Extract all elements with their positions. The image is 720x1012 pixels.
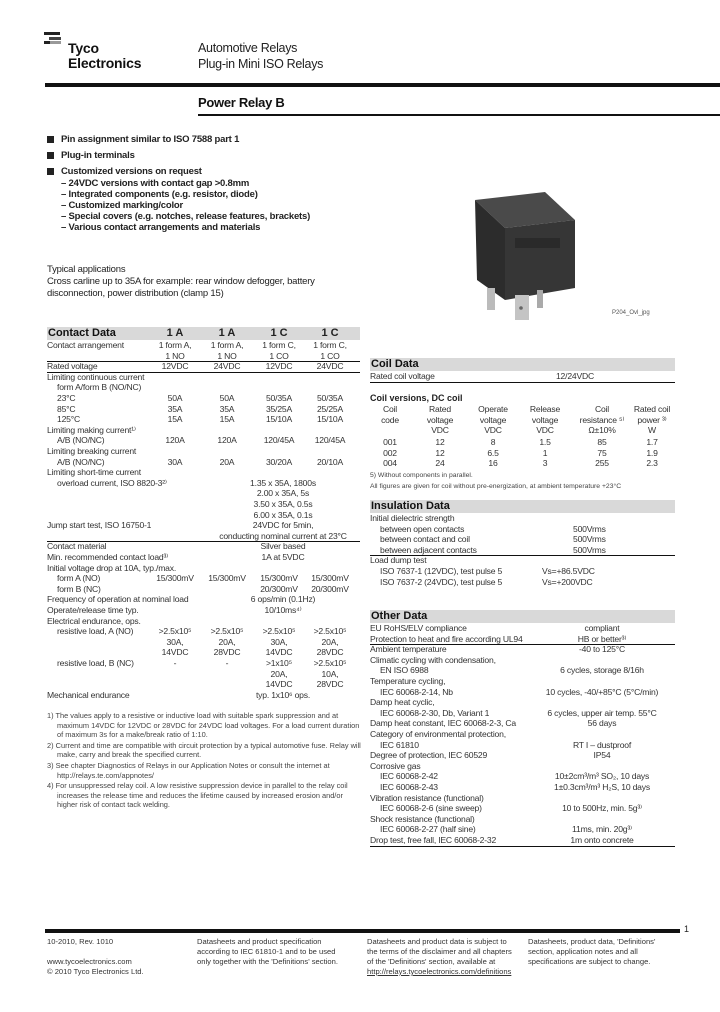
table-row: [47, 414, 360, 425]
coil-cell: 75: [597, 447, 607, 458]
table-cell: -: [173, 658, 177, 668]
title-underline: [198, 114, 720, 116]
coil-cell: 24: [435, 458, 445, 469]
insulation-row: [370, 555, 675, 566]
table-cell: 25/25A: [316, 403, 344, 414]
contact-data-header: [47, 327, 360, 340]
table-row: [47, 404, 360, 415]
row-value: HB or better³⁾: [577, 633, 627, 644]
row-value: compliant: [584, 623, 620, 633]
spanning-value: conducting nominal current at 23°C: [219, 530, 347, 541]
row-label: Initial voltage drop at 10A, typ./max.: [47, 562, 177, 573]
table-cell: >2.5x10⁵: [158, 626, 192, 637]
coil-cell: 12: [435, 447, 445, 458]
table-row: [47, 584, 360, 595]
other-row: [370, 623, 675, 634]
table-row: [47, 552, 360, 563]
table-cell: 24VDC: [213, 361, 241, 372]
other-row: [370, 793, 675, 804]
row-sublabel: resistive load, B (NC): [57, 658, 134, 668]
coil-cell: 8: [490, 437, 496, 447]
coil-column-header: code: [381, 414, 399, 425]
row-label: Limiting short-time current: [47, 467, 141, 478]
row-sublabel: IEC 60068-2-43: [380, 782, 438, 792]
table-cell: 1 form C,: [313, 340, 347, 350]
table-cell: 50/35A: [316, 393, 344, 403]
table-cell: 30A,: [270, 636, 288, 647]
logo-line1: Tyco: [68, 40, 99, 56]
feature-subitem: – Various contact arrangements and materials: [61, 222, 261, 233]
table-cell: 1 CO: [320, 350, 340, 361]
table-cell: 35/25A: [265, 403, 293, 414]
coil-column-header: power ³⁾: [637, 414, 667, 425]
table-cell: >2.5x10⁵: [210, 626, 244, 637]
coil-cell: 1.9: [646, 447, 658, 458]
coil-row: [370, 458, 675, 469]
feature-item: Pin assignment similar to ISO 7588 part 1: [47, 134, 367, 145]
table-row: [47, 478, 360, 489]
table-cell: 120/45A: [263, 435, 295, 446]
other-row: [370, 761, 675, 772]
copyright: © 2010 Tyco Electronics Ltd.: [47, 967, 144, 976]
row-value: 500Vrms: [573, 523, 606, 534]
feature-item: Plug-in terminals: [47, 150, 367, 161]
row-sublabel: A/B (NO/NC): [57, 435, 105, 446]
table-cell: 15/10A: [265, 414, 293, 425]
coil-column-header: VDC: [536, 425, 554, 436]
other-row: [370, 697, 675, 708]
row-label: Mechanical endurance: [47, 689, 130, 700]
spanning-value: 6.00 x 35A, 0.1s: [253, 509, 313, 520]
footer-col3: Datasheets and product data is subject to the terms of the disclaimer and all chapters of the 'Definitions' section, available at: [367, 937, 512, 966]
table-cell: 20A: [219, 456, 235, 467]
website-link[interactable]: www.tycoelectronics.com: [47, 957, 132, 966]
table-cell: 50A: [167, 393, 183, 403]
table-row: [47, 488, 360, 499]
other-row: [370, 835, 675, 847]
row-sublabel: A/B (NO/NC): [57, 456, 105, 467]
image-caption: P204_Ovl_jpg: [612, 310, 650, 316]
table-cell: 10A,: [321, 668, 339, 679]
tyco-logo-icon: [44, 32, 64, 46]
spanning-value: 3.50 x 35A, 0.5s: [253, 499, 313, 509]
header-rule: [45, 83, 720, 87]
table-row: [47, 446, 360, 457]
row-value: 10 to 500Hz, min. 5g³⁾: [562, 803, 642, 814]
footnote: 3) See chapter Diagnostics of Relays in our Application Notes or consult the internet at http://relays.te.com/appnotes/: [47, 760, 330, 780]
page-number: 1: [684, 924, 690, 934]
coil-cell: 1: [542, 447, 548, 458]
row-value: 10 cycles, -40/+85°C (5°C/min): [545, 686, 659, 697]
feature-item: Customized versions on request: [47, 166, 367, 177]
definitions-link[interactable]: http://relays.tycoelectronics.com/definitions: [367, 967, 512, 976]
row-sublabel: ISO 7637-1 (12VDC), test pulse 5: [380, 566, 503, 576]
row-sublabel: 125°C: [57, 414, 80, 425]
insulation-data-title: Insulation Data: [371, 500, 450, 512]
feature-subitem: – Integrated components (e.g. resistor, diode): [61, 189, 258, 200]
other-row: [370, 655, 675, 666]
row-label: Vibration resistance (functional): [370, 792, 484, 803]
table-cell: 15/300mV: [156, 573, 194, 584]
row-value: 56 days: [587, 718, 617, 729]
footer-rule: [45, 929, 680, 933]
row-sublabel: EN ISO 6988: [380, 665, 429, 676]
coil-column-header: VDC: [484, 425, 502, 436]
spanning-value: typ. 1x10⁶ ops.: [255, 689, 311, 700]
spanning-value: 1.35 x 35A, 1800s: [250, 477, 316, 488]
other-row: [370, 644, 675, 655]
coil-cell: 255: [595, 458, 609, 469]
footer-col4: Datasheets, product data, 'Definitions' section, application notes and all specifications are subject to change.: [528, 937, 656, 966]
row-label: Climatic cycling with condensation,: [370, 654, 496, 665]
row-label: Corrosive gas: [370, 760, 421, 771]
coil-column-header: Rated coil: [633, 404, 671, 414]
row-label: Limiting making current¹⁾: [47, 424, 136, 435]
table-cell: 14VDC: [161, 647, 189, 658]
row-value: RT I – dustproof: [572, 739, 632, 750]
row-sublabel: overload current, ISO 8820-3²⁾: [57, 477, 167, 488]
table-cell: 28VDC: [316, 679, 344, 690]
insulation-row: [370, 577, 675, 588]
other-row: [370, 665, 675, 676]
coil-cell: 002: [383, 447, 397, 458]
rated-coil-voltage-label: Rated coil voltage: [370, 371, 435, 381]
coil-column-header: Ω±10%: [588, 425, 616, 436]
table-cell: 12VDC: [265, 361, 293, 372]
row-label: Shock resistance (functional): [370, 813, 475, 824]
coil-cell: 6.5: [487, 447, 499, 458]
coil-cell: 3: [542, 458, 548, 469]
table-cell: 14VDC: [265, 679, 293, 690]
table-row: [47, 340, 360, 351]
row-sublabel: ISO 7637-2 (24VDC), test pulse 5: [380, 576, 503, 587]
table-cell: 20A,: [270, 668, 288, 679]
table-cell: 20A,: [321, 636, 339, 647]
row-label: Frequency of operation at nominal load: [47, 594, 189, 605]
table-row: [47, 690, 360, 701]
table-cell: 24VDC: [316, 361, 344, 372]
row-value: 11ms, min. 20g³⁾: [572, 824, 632, 835]
table-cell: 1 NO: [217, 350, 237, 361]
footer-col2: Datasheets and product specification according to IEC 61810-1 and to be used only together with the 'Definitions' section.: [197, 937, 338, 966]
category-title: Automotive Relays: [198, 41, 298, 55]
coil-column-header: resistance ⁵⁾: [579, 414, 625, 425]
table-cell: 28VDC: [213, 647, 241, 658]
row-sublabel: IEC 60068-2-6 (sine sweep): [380, 803, 482, 814]
row-label: Category of environmental protection,: [370, 729, 506, 739]
typical-applications: [47, 264, 367, 300]
feature-subitem: – Customized marking/color: [61, 200, 184, 211]
table-cell: 1 CO: [269, 350, 289, 361]
contact-data-title: Contact Data: [48, 327, 116, 339]
row-label: Electrical endurance, ops.: [47, 615, 141, 626]
table-cell: 30A,: [166, 636, 184, 647]
coil-column-header: VDC: [431, 425, 449, 436]
other-row: [370, 708, 675, 719]
other-row: [370, 687, 675, 698]
row-sublabel: form B (NC): [57, 583, 101, 594]
insulation-row: [370, 524, 675, 535]
insulation-row: [370, 513, 675, 524]
company-logo: [44, 32, 164, 77]
column-header: 1 C: [270, 327, 288, 339]
revision: 10-2010, Rev. 1010: [47, 937, 114, 946]
other-row: [370, 814, 675, 825]
table-cell: 50A: [219, 393, 235, 403]
row-label: Damp heat cyclic,: [370, 697, 435, 708]
row-label: Contact material: [47, 541, 107, 552]
row-label: Damp heat constant, IEC 60068-2-3, Ca: [370, 718, 516, 729]
row-sublabel: IEC 61810: [380, 739, 419, 750]
row-label: EU RoHS/ELV compliance: [370, 623, 467, 633]
logo-line2: Electronics: [68, 55, 142, 71]
coil-cell: 2.3: [646, 458, 658, 469]
row-sublabel: between contact and coil: [380, 534, 470, 545]
table-cell: >1x10⁵: [265, 658, 293, 668]
coil-cell: 16: [488, 458, 498, 469]
table-row: [47, 594, 360, 605]
table-cell: 15/300mV: [208, 573, 246, 584]
table-row: [47, 658, 360, 669]
other-row: [370, 729, 675, 740]
table-cell: 15/300mV: [260, 573, 298, 584]
table-row: [47, 520, 360, 531]
row-value: 1±0.3cm³/m³ H₂S, 10 days: [554, 782, 650, 792]
coil-cell: 85: [597, 437, 607, 447]
footnote: 1) The values apply to a resistive or inductive load with suitable spark suppression and at maximum 14VDC for 12VDC or 28VDC for 24VDC load voltages. For a load current duration of maximum 3s for a make/break ratio of 1:10.: [47, 711, 360, 740]
feature-subitem: – Special covers (e.g. notches, release features, brackets): [61, 211, 311, 222]
row-value: 500Vrms: [573, 534, 606, 545]
table-row: [47, 605, 360, 616]
row-label: Load dump test: [370, 555, 427, 566]
table-cell: 15/300mV: [311, 573, 349, 584]
table-row: [47, 467, 360, 478]
row-value: -40 to 125°C: [579, 644, 625, 655]
footnote: 4) For unsuppressed relay coil. A low resistive suppression device in parallel to the relay coil increases the release time and reduces the lifetime caused by increased erosion and/or higher risk of contact tack welding.: [47, 781, 348, 810]
contact-footnotes: [47, 711, 362, 811]
table-cell: >2.5x10⁵: [313, 626, 347, 637]
spanning-value: 2.00 x 35A, 5s: [256, 488, 310, 499]
table-row: [47, 435, 360, 446]
coil-column-header: Release: [529, 404, 561, 414]
table-cell: >2.5x10⁵: [262, 626, 296, 637]
rated-coil-voltage-row: [370, 371, 675, 383]
table-cell: 28VDC: [316, 647, 344, 658]
table-cell: 20/300mV: [260, 583, 298, 594]
rated-coil-voltage-value: 12/24VDC: [555, 371, 595, 381]
row-value: Vs=+86.5VDC: [542, 566, 595, 576]
table-row: [47, 541, 360, 552]
applications-title: Typical applications: [47, 264, 126, 275]
subcategory-title: Plug-in Mini ISO Relays: [198, 57, 324, 71]
coil-column-header: Rated: [429, 404, 451, 414]
row-sublabel: between open contacts: [380, 523, 465, 534]
spanning-value: 1A at 5VDC: [261, 552, 305, 562]
coil-data-title: Coil Data: [371, 358, 419, 370]
coil-column-header: Coil: [594, 404, 610, 414]
row-sublabel: resistive load, A (NO): [57, 626, 134, 637]
table-cell: 30/20A: [265, 456, 293, 467]
row-label: Jump start test, ISO 16750-1: [47, 520, 152, 531]
feature-subitem: – 24VDC versions with contact gap >0.8mm: [61, 178, 250, 189]
table-row: [47, 626, 360, 637]
column-header: 1 C: [321, 327, 339, 339]
row-value: 500Vrms: [573, 544, 606, 555]
table-row: [47, 457, 360, 468]
other-row: [370, 782, 675, 793]
table-cell: 15/10A: [316, 414, 344, 425]
other-row: [370, 803, 675, 814]
row-sublabel: 85°C: [57, 403, 76, 414]
row-label: Operate/release time typ.: [47, 605, 139, 615]
table-cell: 14VDC: [265, 647, 293, 658]
spanning-value: Silver based: [260, 541, 306, 552]
coil-cell: 001: [383, 437, 397, 447]
spanning-value: 10/10ms⁴⁾: [264, 605, 302, 615]
table-row: [47, 573, 360, 584]
feature-list: [47, 134, 367, 233]
spanning-value: 6 ops/min (0.1Hz): [250, 594, 316, 605]
row-value: 6 cycles, upper air temp. 55°C: [547, 707, 657, 718]
table-cell: 120A: [217, 435, 237, 446]
table-cell: 20A,: [218, 636, 236, 647]
row-value: IP54: [593, 750, 611, 761]
other-row: [370, 771, 675, 782]
row-sublabel: IEC 60068-2-30, Db, Variant 1: [380, 707, 490, 718]
table-row: [47, 679, 360, 690]
coil-column-header: voltage: [426, 414, 454, 425]
row-label: Initial dielectric strength: [370, 513, 455, 523]
coil-cell: 1.7: [646, 437, 658, 447]
coil-column-header: W: [648, 425, 656, 436]
row-label: Protection to heat and fire according UL94: [370, 633, 523, 644]
other-data-header: [370, 610, 675, 623]
table-cell: 35A: [219, 403, 235, 414]
column-header: 1 A: [166, 327, 184, 339]
row-label: Degree of protection, IEC 60529: [370, 750, 488, 761]
spanning-value: 24VDC for 5min,: [252, 520, 314, 531]
other-row: [370, 676, 675, 687]
row-label: Temperature cycling,: [370, 676, 446, 686]
row-label: Contact arrangement: [47, 340, 124, 350]
table-row: [47, 393, 360, 404]
row-sublabel: 23°C: [57, 393, 76, 403]
coil-row: [370, 448, 675, 459]
column-header: 1 A: [218, 327, 236, 339]
other-row: [370, 718, 675, 729]
coil-column-header: Operate: [478, 404, 508, 414]
table-cell: 20/300mV: [311, 583, 349, 594]
row-sublabel: form A (NO): [57, 573, 101, 584]
table-cell: 120/45A: [314, 435, 346, 446]
table-cell: 15A: [219, 414, 235, 425]
applications-text: Cross carline up to 35A for example: rear window defogger, battery disconnection, power distribution (clamp 15): [47, 276, 315, 299]
row-value: 1m onto concrete: [570, 835, 634, 845]
coil-data-header: [370, 358, 675, 371]
other-row: [370, 750, 675, 761]
row-sublabel: form A/form B (NO/NC): [57, 382, 142, 393]
row-label: Limiting continuous current: [47, 371, 145, 382]
table-cell: 15A: [167, 414, 183, 425]
table-cell: 1 form A,: [210, 340, 244, 350]
table-cell: 1 form C,: [262, 340, 296, 350]
coil-column-header: voltage: [531, 414, 559, 425]
table-row: [47, 372, 360, 383]
row-sublabel: IEC 60068-2-14, Nb: [380, 686, 453, 697]
other-row: [370, 740, 675, 751]
row-label: Drop test, free fall, IEC 60068-2-32: [370, 835, 497, 845]
coil-column-header: Coil: [382, 404, 398, 414]
row-label: Rated voltage: [47, 361, 98, 372]
table-cell: 1 NO: [165, 350, 185, 361]
other-data-title: Other Data: [371, 610, 428, 622]
table-cell: 30A: [167, 456, 183, 467]
relay-product-image: [455, 180, 595, 320]
footnote: 2) Current and time are compatible with circuit protection by a typical automotive fuse. Relay will make, carry and break the specified current.: [47, 740, 361, 760]
table-cell: 12VDC: [161, 361, 189, 372]
coil-cell: 1.5: [539, 437, 551, 447]
table-cell: -: [225, 658, 229, 668]
table-cell: >2.5x10⁵: [313, 658, 347, 668]
coil-row: [370, 437, 675, 448]
table-cell: 20/10A: [316, 456, 344, 467]
table-row: [47, 669, 360, 680]
row-sublabel: between adjacent contacts: [380, 544, 477, 555]
other-row: [370, 824, 675, 835]
table-cell: 35A: [167, 403, 183, 414]
row-label: Ambient temperature: [370, 644, 447, 655]
coil-note: 5) Without components in parallel.: [370, 472, 473, 479]
insulation-row: [370, 534, 675, 545]
row-label: Min. recommended contact load³⁾: [47, 552, 169, 562]
coil-column-header: voltage: [479, 414, 507, 425]
insulation-data-header: [370, 500, 675, 513]
insulation-row: [370, 566, 675, 577]
table-cell: 1 form A,: [158, 340, 192, 350]
row-sublabel: IEC 60068-2-27 (half sine): [380, 824, 476, 835]
row-label: Limiting breaking current: [47, 446, 137, 456]
row-sublabel: IEC 60068-2-42: [380, 771, 438, 782]
table-row: [47, 563, 360, 574]
table-row: [47, 382, 360, 393]
table-row: [47, 510, 360, 521]
table-cell: 50/35A: [265, 393, 293, 403]
table-row: [47, 499, 360, 510]
table-row: [47, 647, 360, 658]
coil-cell: 12: [435, 437, 445, 447]
coil-cell: 004: [383, 458, 397, 469]
table-row: [47, 425, 360, 436]
coil-note: All figures are given for coil without pre-energization, at ambient temperature +23°C: [370, 483, 622, 490]
table-row: [47, 637, 360, 648]
table-cell: 120A: [165, 435, 185, 446]
row-value: 6 cycles, storage 8/16h: [560, 665, 644, 676]
row-value: Vs=+200VDC: [542, 576, 593, 587]
coil-versions-title: Coil versions, DC coil: [370, 393, 463, 403]
table-row: [47, 616, 360, 627]
product-title: Power Relay B: [198, 95, 285, 110]
row-value: 10±2cm³/m³ SO₂, 10 days: [554, 771, 650, 782]
